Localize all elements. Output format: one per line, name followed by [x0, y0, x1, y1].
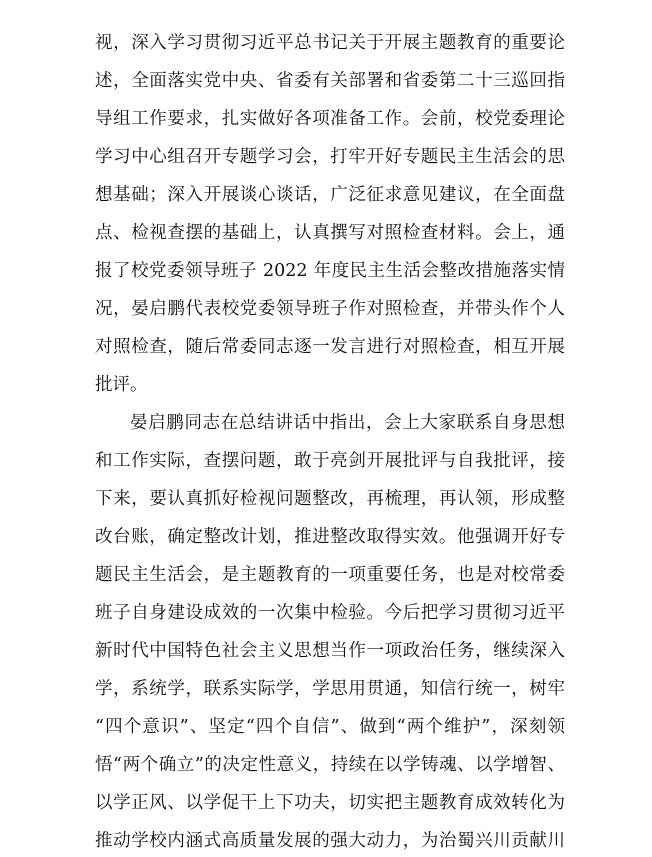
text-line-5: 想基础；深入开展谈心谈话，广泛征求意见建议，在全面盘: [95, 185, 565, 205]
text-line-10: 批评。: [95, 375, 148, 395]
text-line-11: 晏启鹏同志在总结讲话中指出，会上大家联系自身思想: [130, 413, 565, 433]
text-line-13: 下来，要认真抓好检视问题整改，再梳理，再认领，形成整: [95, 489, 565, 509]
text-line-20: 悟“两个确立”的决定性意义，持续在以学铸魂、以学增智、: [95, 755, 565, 775]
text-line-6: 点、检视查摆的基础上，认真撰写对照检查材料。会上，通: [95, 223, 565, 243]
text-line-3: 导组工作要求，扎实做好各项准备工作。会前，校党委理论: [95, 109, 565, 129]
text-line-21: 以学正风、以学促干上下功夫，切实把主题教育成效转化为: [95, 793, 565, 813]
text-line-15: 题民主生活会，是主题教育的一项重要任务，也是对校常委: [95, 565, 565, 585]
text-line-14: 改台账，确定整改计划，推进整改取得实效。他强调开好专: [95, 527, 565, 547]
text-line-16: 班子自身建设成效的一次集中检验。今后把学习贯彻习近平: [95, 603, 565, 623]
text-line-9: 对照检查，随后常委同志逐一发言进行对照检查，相互开展: [95, 337, 565, 357]
text-line-12: 和工作实际，查摆问题，敢于亮剑开展批评与自我批评，接: [95, 451, 565, 471]
text-line-22: 推动学校内涵式高质量发展的强大动力，为治蜀兴川贡献川: [95, 831, 565, 851]
text-line-19: “四个意识”、坚定“四个自信”、做到“两个维护”，深刻领: [95, 717, 565, 737]
text-line-17: 新时代中国特色社会主义思想当作一项政治任务，继续深入: [95, 641, 565, 661]
text-line-7: 报了校党委领导班子 2022 年度民主生活会整改措施落实情: [95, 261, 565, 281]
text-line-4: 学习中心组召开专题学习会，打牢开好专题民主生活会的思: [95, 147, 565, 167]
text-line-8: 况，晏启鹏代表校党委领导班子作对照检查，并带头作个人: [95, 299, 565, 319]
text-line-2: 述，全面落实党中央、省委有关部署和省委第二十三巡回指: [95, 71, 565, 91]
text-line-1: 视，深入学习贯彻习近平总书记关于开展主题教育的重要论: [95, 33, 565, 53]
text-line-18: 学，系统学，联系实际学，学思用贯通，知信行统一，树牢: [95, 679, 565, 699]
